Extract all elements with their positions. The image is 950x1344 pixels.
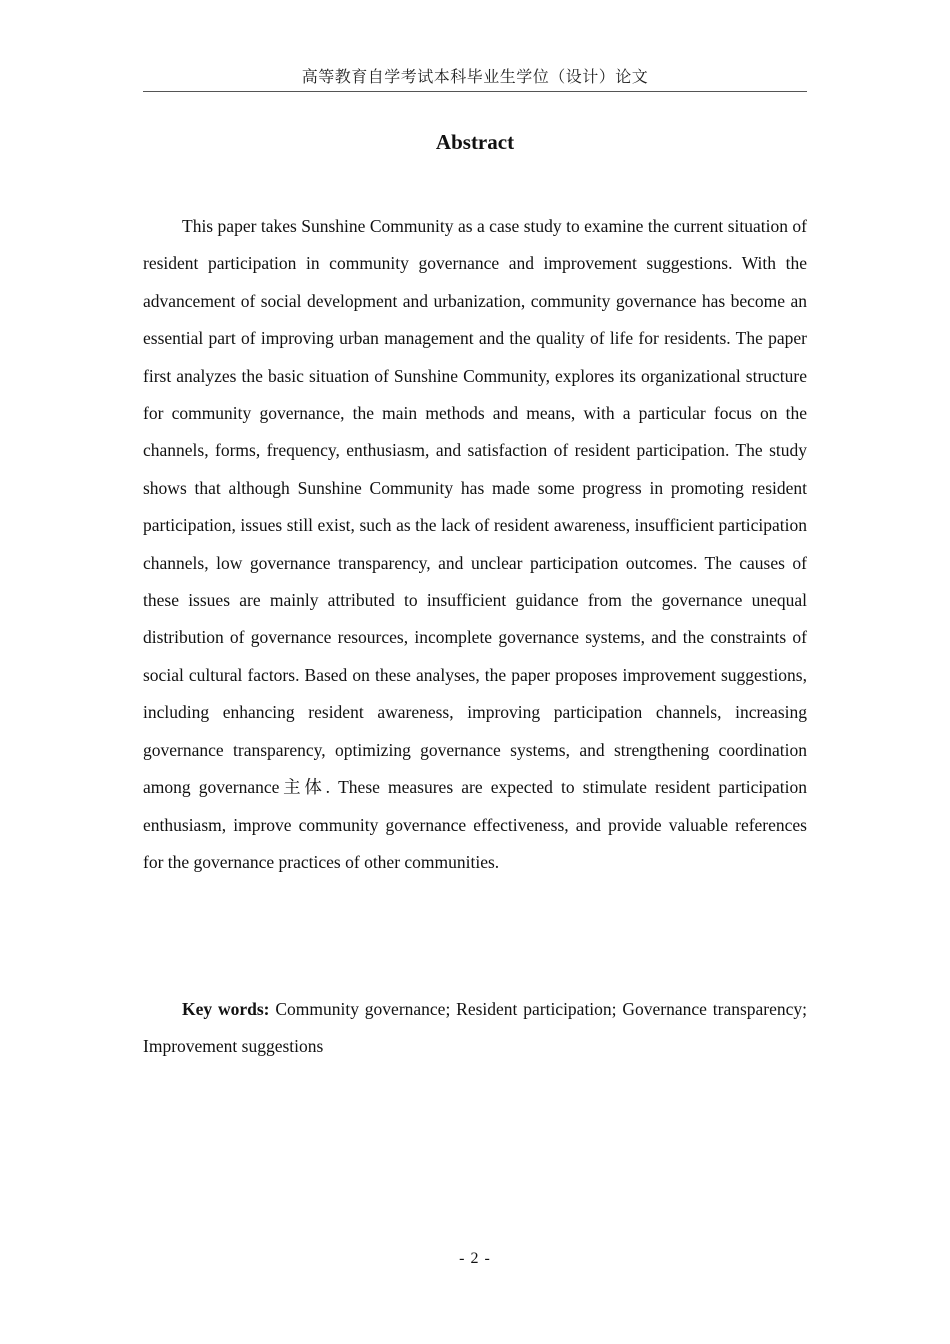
abstract-body: This paper takes Sunshine Community as a case study to examine the current situation of resident participation in community governance and improvement suggestions. With the advancement of social development and urbanization, community governance has become an essential part of improving urban management and the quality of life for residents. The paper first analyzes the basic situation of Sunshine Community, explores its organizational structure for community governance, the main methods and means, with a particular focus on the channels, forms, frequency, enthusiasm, and satisfaction of resident participation. The study shows that although Sunshine Community has made some progress in promoting resident participation, issues still exist, such as the lack of resident awareness, insufficient participation channels, low governance transparency, and unclear participation outcomes. The causes of these issues are mainly attributed to insufficient guidance from the governance unequal distribution of governance resources, incomplete governance systems, and the constraints of social cultural factors. Based on these analyses, the paper proposes improvement suggestions, including enhancing resident awareness, improving participation channels, increasing governance transparency, optimizing governance systems, and strengthening coordination among governance主体. These measures are expected to stimulate resident participation enthusiasm, improve community governance effectiveness, and provide valuable references for the governance practices of other communities. xyxy=(143,216,807,872)
page-number: - 2 - xyxy=(459,1250,491,1267)
abstract-title: Abstract xyxy=(435,130,515,154)
keywords-paragraph xyxy=(143,991,807,1066)
running-header: 高等教育自学考试本科毕业生学位（设计）论文 xyxy=(301,69,649,86)
header-divider xyxy=(143,91,807,92)
keywords-label: Key words: xyxy=(182,999,270,1019)
keywords-text: Community governance; Resident participation; Governance transparency; Improvement suggestions xyxy=(143,999,808,1057)
